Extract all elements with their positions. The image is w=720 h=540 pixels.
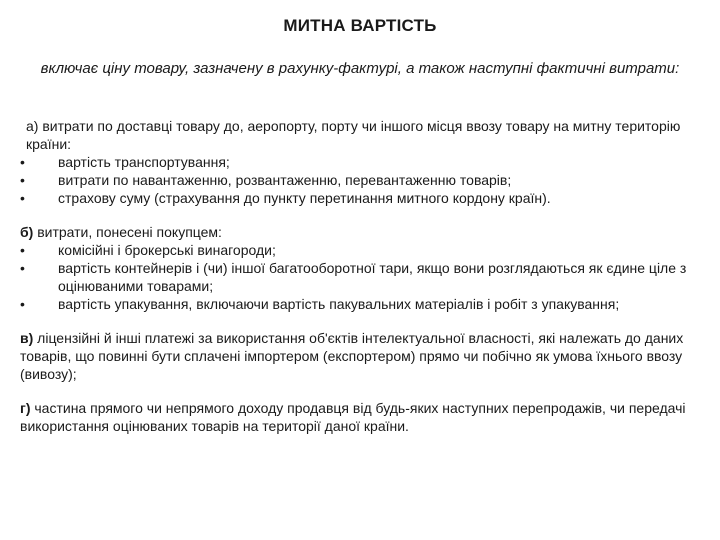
list-item (20, 241, 705, 259)
list-item (20, 171, 705, 189)
section-text: ліцензійні й інші платежі за використання об'єктів інтелектуальної власності, які належать до даних товарів, що повинні бути сплачені імпортером (експортером) прямо чи побічно як умова їхнього ввозу (вивозу); (20, 330, 684, 382)
bullet-list (20, 241, 705, 313)
section-marker: а) (26, 118, 39, 134)
section-marker: б) (20, 224, 34, 240)
bullet-icon: • (20, 154, 25, 170)
list-item-text: комісійні і брокерські винагороди; (58, 242, 276, 258)
bullet-icon: • (20, 242, 25, 258)
list-item-text: витрати по навантаженню, розвантаженню, перевантаженню товарів; (58, 172, 512, 188)
list-item (20, 295, 705, 313)
section-lead (20, 223, 705, 241)
list-item (20, 189, 705, 207)
section-marker: в) (20, 330, 34, 346)
list-item-text: вартість транспортування; (58, 154, 230, 170)
bullet-icon: • (20, 260, 25, 276)
section-text: частина прямого чи непрямого доходу продавця від будь-яких наступних перепродажів, чи передачі використання оцінюваних товарів на території даної країни. (20, 400, 686, 434)
slide-subtitle: включає ціну товару, зазначену в рахунку-фактурі, а також наступні фактичні витрати: (40, 60, 680, 77)
bullet-icon: • (20, 296, 25, 312)
list-item-text: страхову суму (страхування до пункту перетинання митного кордону країн). (58, 190, 551, 206)
section-lead (20, 399, 705, 435)
section-text: витрати, понесені покупцем: (33, 224, 222, 240)
section-text: витрати по доставці товару до, аеропорту, порту чи іншого місця ввозу товару на митну територію країни: (26, 118, 681, 152)
list-item (20, 259, 705, 295)
bullet-icon: • (20, 190, 25, 206)
slide-title: МИТНА ВАРТІСТЬ (283, 16, 437, 35)
section-lead (20, 117, 705, 153)
bullet-icon: • (20, 172, 25, 188)
list-item-text: вартість контейнерів і (чи) іншої багатооборотної тари, якщо вони розглядаються як єдине ціле з оцінюваними товарами; (58, 260, 687, 294)
section-b (20, 223, 705, 313)
bullet-list (20, 153, 705, 207)
section-a (20, 117, 705, 207)
list-item-text: вартість упакування, включаючи вартість пакувальних матеріалів і робіт з упакування; (58, 296, 620, 312)
section-d (20, 399, 705, 435)
list-item (20, 153, 705, 171)
section-lead (20, 329, 705, 383)
section-c (20, 329, 705, 383)
section-marker: г) (20, 400, 31, 416)
content-body (20, 117, 705, 451)
